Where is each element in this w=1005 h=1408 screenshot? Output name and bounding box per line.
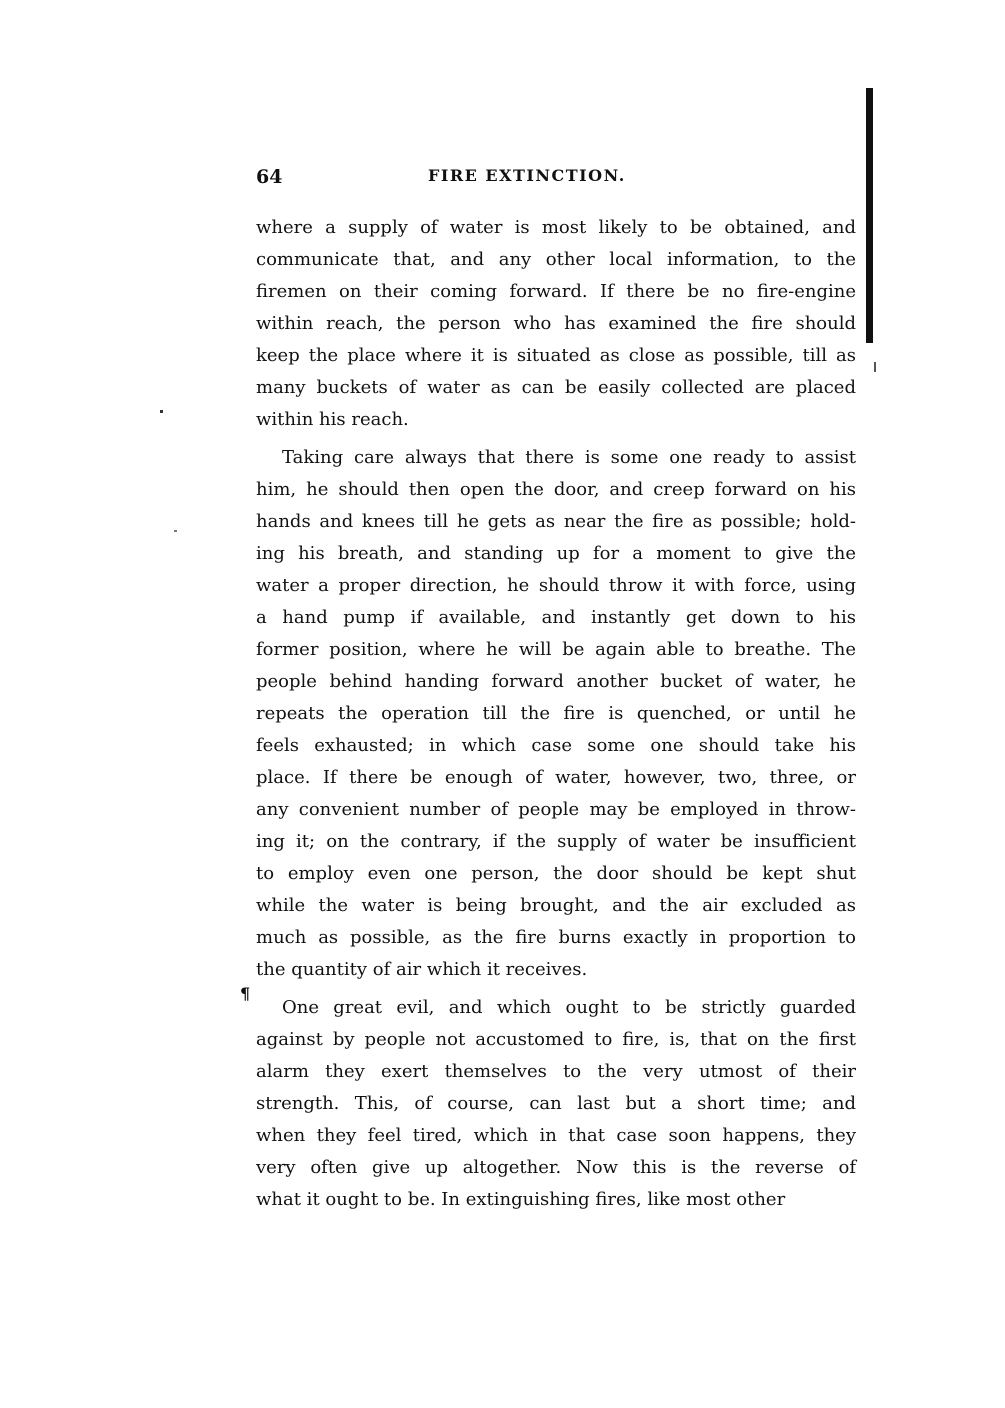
text-line: where a supply of water is most likely to be obtained, and — [256, 217, 856, 238]
text-line: to employ even one person, the door should be kept shut — [256, 863, 856, 884]
text-line: much as possible, as the fire burns exactly in proportion to — [256, 927, 856, 948]
text-line: against by people not accustomed to fire, is, that on the first — [256, 1029, 856, 1050]
text-line: any convenient number of people may be employed in throw- — [256, 799, 856, 820]
text-line: Taking care always that there is some one ready to assist — [282, 447, 856, 468]
paragraph — [256, 442, 856, 986]
text-line: ing his breath, and standing up for a moment to give the — [256, 543, 856, 564]
text-line: ing it; on the contrary, if the supply of water be insufficient — [256, 831, 856, 852]
text-line: many buckets of water as can be easily collected are placed — [256, 377, 856, 398]
text-line: keep the place where it is situated as close as possible, till as — [256, 345, 856, 366]
text-line: very often give up altogether. Now this is the reverse of — [256, 1157, 856, 1178]
text-line: within his reach. — [256, 409, 409, 430]
text-line: repeats the operation till the fire is quenched, or until he — [256, 703, 856, 724]
text-line: former position, where he will be again able to breathe. The — [256, 639, 856, 660]
paragraph — [256, 992, 856, 1216]
pilcrow-mark: ¶ — [240, 984, 251, 1003]
text-line: him, he should then open the door, and creep forward on his — [256, 479, 856, 500]
text-line: within reach, the person who has examined the fire should — [256, 313, 856, 334]
margin-scan-bar — [866, 88, 873, 343]
text-line: hands and knees till he gets as near the fire as possible; hold- — [256, 511, 856, 532]
paragraph — [256, 212, 856, 436]
text-line: water a proper direction, he should throw it with force, using — [256, 575, 856, 596]
text-line: while the water is being brought, and the air excluded as — [256, 895, 856, 916]
page-number: 64 — [256, 166, 283, 188]
text-line: the quantity of air which it receives. — [256, 959, 588, 980]
page-header — [256, 166, 856, 196]
text-line: One great evil, and which ought to be strictly guarded — [282, 997, 856, 1018]
margin-scan-tick — [874, 362, 876, 372]
text-line: place. If there be enough of water, however, two, three, or — [256, 767, 856, 788]
text-line: when they feel tired, which in that case soon happens, they — [256, 1125, 856, 1146]
scan-speck — [160, 410, 163, 413]
text-line: communicate that, and any other local information, to the — [256, 249, 856, 270]
scan-speck — [174, 530, 177, 532]
text-line: feels exhausted; in which case some one should take his — [256, 735, 856, 756]
body-text — [256, 212, 856, 1216]
running-title: FIRE EXTINCTION. — [428, 166, 626, 185]
text-line: alarm they exert themselves to the very utmost of their — [256, 1061, 856, 1082]
text-line: people behind handing forward another bucket of water, he — [256, 671, 856, 692]
text-line: strength. This, of course, can last but a short time; and — [256, 1093, 856, 1114]
text-line: firemen on their coming forward. If there be no fire-engine — [256, 281, 856, 302]
text-line: what it ought to be. In extinguishing fires, like most other — [256, 1189, 786, 1210]
text-line: a hand pump if available, and instantly get down to his — [256, 607, 856, 628]
